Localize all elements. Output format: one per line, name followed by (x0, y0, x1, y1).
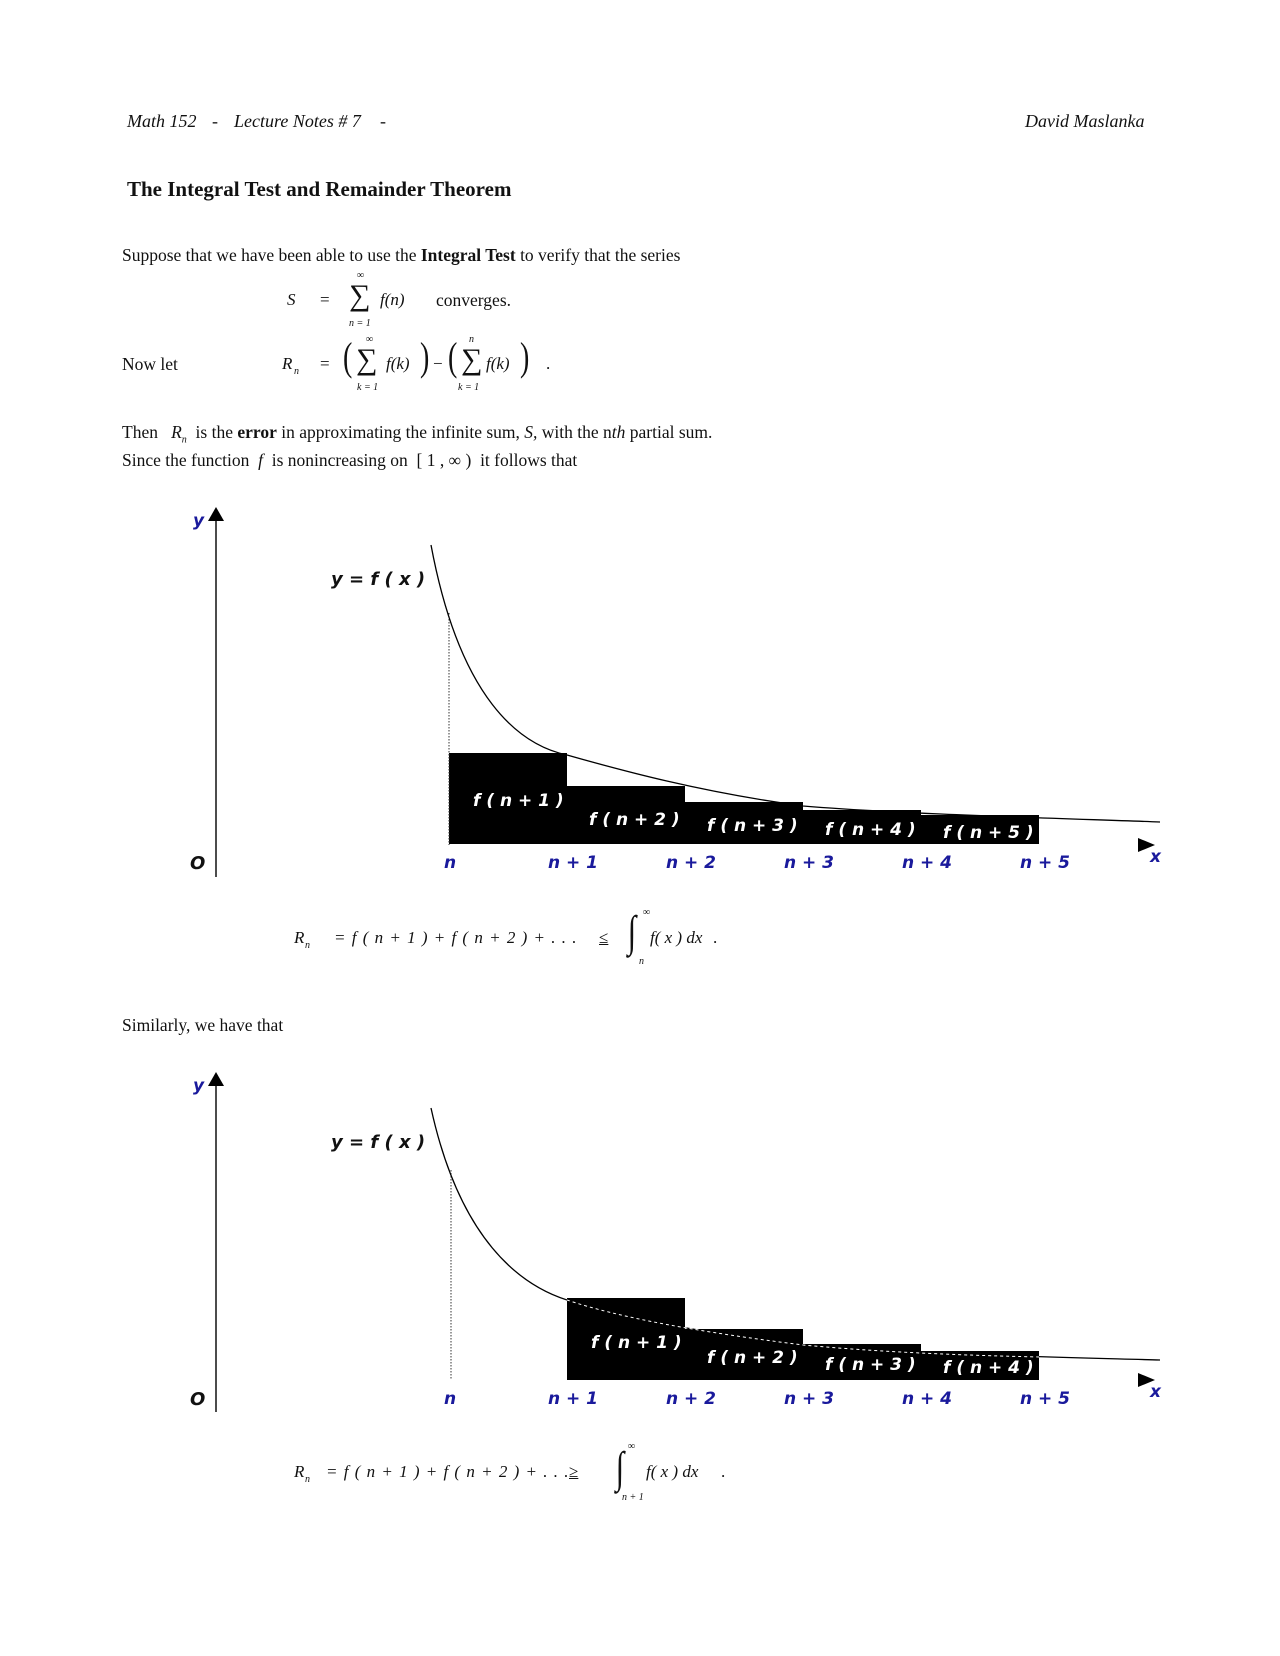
graph2-bar-label-2: f ( n + 2 ) (707, 1348, 798, 1368)
graph1-curve-label: y = f ( x ) (331, 569, 426, 590)
ineq1-period: . (713, 928, 718, 947)
intro-text-before: Suppose that we have been able to use the (122, 245, 421, 265)
then-word: Then (122, 422, 158, 442)
graph2-origin-label: O (190, 1389, 206, 1410)
graph1-bar-label-5: f ( n + 5 ) (943, 823, 1034, 843)
ineq1-rhs: = f ( n + 1 ) + f ( n + 2 ) + . . . (334, 928, 578, 947)
graph2-bar-label-4: f ( n + 4 ) (943, 1358, 1034, 1378)
graph1-x-label: x (1150, 847, 1161, 867)
remainder-lower-2: k = 1 (458, 382, 480, 393)
since-interval: [ 1 , ∞ ) (416, 450, 472, 470)
then-r-sub: n (181, 434, 187, 446)
graph2-curve-label: y = f ( x ) (331, 1132, 426, 1153)
then-rest-2: with the n (541, 422, 612, 442)
intro-bold: Integral Test (420, 245, 516, 265)
header-author: David Maslanka (1025, 111, 1145, 131)
graph1-tick-n5: n + 5 (1020, 853, 1071, 873)
ineq1-lower: n (639, 956, 644, 967)
page-title: The Integral Test and Remainder Theorem (127, 177, 512, 201)
remainder-minus: − (433, 354, 443, 373)
right-paren-1: ) (419, 334, 430, 379)
now-let: Now let (122, 354, 178, 374)
graph1-bar-label-1: f ( n + 1 ) (473, 791, 564, 811)
since-b: is nonincreasing on (271, 450, 408, 470)
graph2-y-arrow-icon (208, 1072, 224, 1086)
graph1-y-arrow-icon (208, 507, 224, 521)
graph2-curve (431, 1108, 1160, 1360)
remainder-lower-1: k = 1 (357, 382, 379, 393)
ineq2-lhs-sub: n (305, 1474, 310, 1485)
series-term: f(n) (380, 290, 405, 309)
ineq2-integrand: f( x ) dx (646, 1462, 699, 1481)
graph2-tick-n5: n + 5 (1020, 1389, 1071, 1409)
graph1-tick-n3: n + 3 (784, 853, 835, 873)
similarly-text: Similarly, we have that (122, 1015, 284, 1035)
graph1-tick-n4: n + 4 (902, 853, 953, 873)
graph1-tick-n1: n + 1 (548, 853, 599, 873)
series-equals: = (320, 290, 330, 309)
then-rest-3: partial sum. (629, 422, 713, 442)
then-is-the: is the (195, 422, 233, 442)
intro-text-after: to verify that the series (515, 245, 681, 265)
series-lhs: S (287, 290, 296, 309)
series-sigma: ∑ (349, 279, 371, 312)
ineq2-integral-sign: ∫ (615, 1443, 625, 1492)
ineq2-lhs: R (294, 1462, 305, 1481)
header-notes: Lecture Notes # 7 (234, 111, 361, 131)
graph1-y-label: y (193, 511, 205, 531)
remainder-equals: = (320, 354, 330, 373)
graph2-tick-n: n (444, 1389, 457, 1409)
ineq1-lhs-sub: n (305, 940, 310, 951)
remainder-term-2: f(k) (486, 354, 510, 373)
graph2-bar-label-3: f ( n + 3 ) (825, 1355, 916, 1375)
left-paren-1: ( (342, 334, 353, 379)
graph2-tick-n3: n + 3 (784, 1389, 835, 1409)
header-course: Math 152 (127, 111, 197, 131)
then-r: R (171, 422, 182, 442)
graph1-bar-label-2: f ( n + 2 ) (589, 810, 680, 830)
then-rest-1: in approximating the infinite sum, (281, 422, 520, 442)
remainder-period: . (546, 354, 551, 373)
remainder-lhs: R (282, 354, 293, 373)
ineq1-integral-sign: ∫ (627, 907, 637, 956)
then-error: error (237, 422, 277, 442)
remainder-lhs-sub: n (294, 366, 299, 377)
since-c: it follows that (480, 450, 578, 470)
ineq2-rel: ≥ (569, 1462, 579, 1481)
graph1-bar-label-3: f ( n + 3 ) (707, 816, 798, 836)
remainder-sigma-2: ∑ (461, 343, 483, 376)
since-a: Since the function (122, 450, 250, 470)
remainder-upper-1: ∞ (366, 334, 374, 345)
remainder-upper-2: n (469, 334, 474, 345)
header-sep-2: - (380, 111, 386, 131)
remainder-sigma-1: ∑ (356, 343, 378, 376)
since-f: f (258, 450, 263, 470)
ineq2-period: . (721, 1462, 726, 1481)
graph1-origin-label: O (190, 853, 206, 874)
ineq1-lhs: R (294, 928, 305, 947)
graph1-tick-n: n (444, 853, 457, 873)
graph2-x-label: x (1150, 1382, 1161, 1402)
graph2-y-label: y (193, 1076, 205, 1096)
ineq1-upper: ∞ (643, 907, 651, 918)
ineq2-upper: ∞ (628, 1441, 636, 1452)
series-lower: n = 1 (349, 318, 371, 329)
then-s: S, (524, 422, 538, 442)
header-sep-1: - (212, 111, 218, 131)
ineq2-rhs: = f ( n + 1 ) + f ( n + 2 ) + . . . (326, 1462, 570, 1481)
graph2-tick-n2: n + 2 (666, 1389, 717, 1409)
graph2-tick-n4: n + 4 (902, 1389, 953, 1409)
ineq1-rel: ≤ (599, 928, 609, 947)
graph1-tick-n2: n + 2 (666, 853, 717, 873)
right-paren-2: ) (519, 334, 530, 379)
ineq2-lower: n + 1 (622, 1492, 644, 1503)
then-th: th (611, 422, 626, 442)
left-paren-2: ( (447, 334, 458, 379)
graph1-bar-label-4: f ( n + 4 ) (825, 820, 916, 840)
graph2-tick-n1: n + 1 (548, 1389, 599, 1409)
remainder-term-1: f(k) (386, 354, 410, 373)
series-upper: ∞ (357, 270, 365, 281)
ineq1-integrand: f( x ) dx (650, 928, 703, 947)
series-tail: converges. (436, 290, 511, 310)
graph2-bar-label-1: f ( n + 1 ) (591, 1333, 682, 1353)
